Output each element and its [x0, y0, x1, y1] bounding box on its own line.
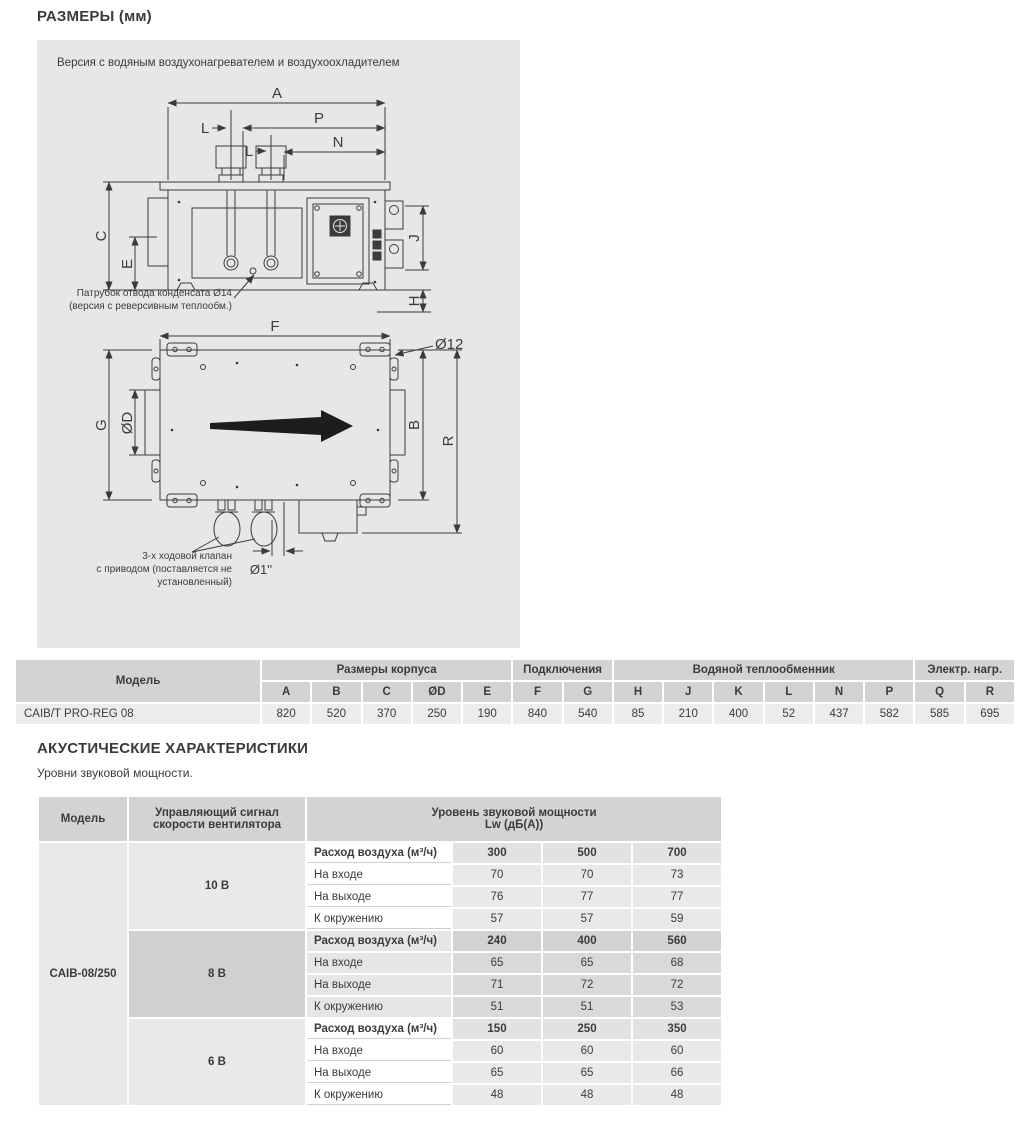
dim-value: 437	[815, 704, 863, 724]
ac-value: 65	[453, 1063, 541, 1083]
dim-col-header: L	[765, 682, 813, 702]
dim-col-header: P	[865, 682, 913, 702]
ac-value: 65	[453, 953, 541, 973]
ac-value: 240	[453, 931, 541, 951]
ac-value: 65	[543, 1063, 631, 1083]
dim-value: 695	[966, 704, 1014, 724]
ac-value: 300	[453, 843, 541, 863]
ac-row-label: На выходе	[307, 975, 451, 995]
dim-col-header: E	[463, 682, 511, 702]
dim-value: 840	[513, 704, 561, 724]
dim-value: 250	[413, 704, 461, 724]
note-valve-line1: 3-х ходовой клапан	[142, 551, 232, 562]
dim-value: 820	[262, 704, 310, 724]
dim-group-connections: Подключения	[513, 660, 612, 680]
ac-value: 57	[543, 909, 631, 929]
ac-value: 51	[453, 997, 541, 1017]
ac-value: 350	[633, 1019, 721, 1039]
ac-signal-cell: 10 В	[129, 843, 305, 929]
ac-value: 77	[543, 887, 631, 907]
dim-label-c: C	[93, 230, 110, 242]
ac-level-header-line2: Lw (дБ(А))	[484, 819, 544, 831]
acoustic-row	[39, 1019, 721, 1039]
ac-value: 68	[633, 953, 721, 973]
dim-col-header: A	[262, 682, 310, 702]
ac-row-label: К окружению	[307, 909, 451, 929]
dim-label-b: B	[406, 419, 423, 431]
drawing-dim-labels	[93, 85, 463, 577]
ac-value: 59	[633, 909, 721, 929]
ac-value: 53	[633, 997, 721, 1017]
dim-label-d12: Ø12	[435, 336, 464, 353]
acoustics-title: АКУСТИЧЕСКИЕ ХАРАКТЕРИСТИКИ	[37, 740, 309, 757]
page-title: РАЗМЕРЫ (мм)	[37, 8, 152, 25]
ac-value: 60	[453, 1041, 541, 1061]
dim-label-p: P	[313, 110, 325, 127]
drawing-caption: Версия с водяным воздухонагревателем и воздухоохладителем	[57, 57, 400, 69]
ac-value: 57	[453, 909, 541, 929]
dim-value: 370	[363, 704, 411, 724]
dim-col-header: B	[312, 682, 360, 702]
dim-col-header: K	[714, 682, 762, 702]
ac-signal-cell: 6 В	[129, 1019, 305, 1105]
dim-label-l2: L	[244, 143, 254, 160]
ac-row-label: На входе	[307, 865, 451, 885]
dimensions-table	[14, 658, 1016, 726]
acoustics-header-row	[39, 797, 721, 841]
dim-value: 582	[865, 704, 913, 724]
technical-drawing	[37, 40, 520, 648]
ac-value: 73	[633, 865, 721, 885]
ac-value: 48	[633, 1085, 721, 1105]
dim-col-header: C	[363, 682, 411, 702]
dim-value: 540	[564, 704, 612, 724]
ac-value: 70	[453, 865, 541, 885]
dim-value: 85	[614, 704, 662, 724]
dim-value: 585	[915, 704, 963, 724]
ac-value: 66	[633, 1063, 721, 1083]
ac-value: 72	[633, 975, 721, 995]
ac-row-label: На входе	[307, 953, 451, 973]
dim-label-e: E	[119, 258, 136, 270]
dim-col-header: H	[614, 682, 662, 702]
dim-label-od: ØD	[119, 411, 136, 435]
acoustic-row	[39, 843, 721, 863]
dim-col-header: J	[664, 682, 712, 702]
acoustic-row	[39, 931, 721, 951]
dim-value: 520	[312, 704, 360, 724]
dim-label-d1: Ø1''	[249, 562, 273, 577]
dim-label-r: R	[440, 435, 457, 447]
dim-group-body: Размеры корпуса	[262, 660, 511, 680]
dim-value: 210	[664, 704, 712, 724]
ac-signal-cell: 8 В	[129, 931, 305, 1017]
ac-value: 71	[453, 975, 541, 995]
ac-level-header-line1: Уровень звуковой мощности	[431, 807, 597, 819]
ac-signal-header: Управляющий сигнал скорости вентилятора	[129, 797, 305, 841]
ac-flow-label: Расход воздуха (м³/ч)	[307, 1019, 451, 1039]
ac-value: 51	[543, 997, 631, 1017]
ac-value: 60	[543, 1041, 631, 1061]
dim-label-a: A	[271, 85, 283, 102]
dim-group-water-exchanger: Водяной теплообменник	[614, 660, 914, 680]
ac-value: 500	[543, 843, 631, 863]
ac-value: 700	[633, 843, 721, 863]
ac-value: 48	[453, 1085, 541, 1105]
dim-label-l1: L	[200, 120, 210, 137]
dim-value: 52	[765, 704, 813, 724]
dim-value: 400	[714, 704, 762, 724]
dim-label-h: H	[406, 295, 423, 307]
ac-value: 60	[633, 1041, 721, 1061]
ac-flow-label: Расход воздуха (м³/ч)	[307, 931, 451, 951]
ac-value: 77	[633, 887, 721, 907]
dim-col-header: N	[815, 682, 863, 702]
ac-value: 70	[543, 865, 631, 885]
ac-row-label: К окружению	[307, 1085, 451, 1105]
ac-flow-label: Расход воздуха (м³/ч)	[307, 843, 451, 863]
dim-table-group-header-row	[16, 660, 1014, 680]
ac-value: 72	[543, 975, 631, 995]
dim-value: 190	[463, 704, 511, 724]
dim-label-n: N	[332, 134, 344, 151]
ac-value: 48	[543, 1085, 631, 1105]
note-condensate-line1: Патрубок отвода конденсата Ø14	[76, 288, 232, 299]
ac-value: 250	[543, 1019, 631, 1039]
ac-model-header: Модель	[39, 797, 127, 841]
dim-col-header: F	[513, 682, 561, 702]
dim-col-header: G	[564, 682, 612, 702]
ac-value: 150	[453, 1019, 541, 1039]
acoustics-subtitle: Уровни звуковой мощности.	[37, 766, 193, 780]
dimensions-drawing-panel	[37, 40, 520, 648]
acoustics-table	[37, 795, 723, 1107]
ac-value: 65	[543, 953, 631, 973]
ac-value: 400	[543, 931, 631, 951]
dim-label-f: F	[270, 318, 280, 335]
ac-row-label: К окружению	[307, 997, 451, 1017]
drawing-lines	[103, 103, 462, 556]
dim-model-name: CAIB/T PRO-REG 08	[16, 704, 260, 724]
ac-row-label: На выходе	[307, 887, 451, 907]
ac-model-cell: CAIB-08/250	[39, 843, 127, 1105]
dim-label-j: J	[406, 234, 423, 242]
ac-level-header	[307, 797, 721, 841]
ac-value: 76	[453, 887, 541, 907]
dim-table-data-row	[16, 704, 1014, 724]
ac-row-label: На выходе	[307, 1063, 451, 1083]
note-condensate-line2: (версия с реверсивным теплообм.)	[69, 301, 232, 312]
dim-col-header: R	[966, 682, 1014, 702]
ac-row-label: На входе	[307, 1041, 451, 1061]
dim-group-electric-heater: Электр. нагр.	[915, 660, 1014, 680]
note-valve-line3: установленный)	[157, 577, 232, 588]
dim-col-header: ØD	[413, 682, 461, 702]
ac-value: 560	[633, 931, 721, 951]
dim-table-model-header: Модель	[16, 660, 260, 702]
dim-label-g: G	[93, 419, 110, 431]
note-valve-line2: с приводом (поставляется не	[96, 564, 232, 575]
dim-col-header: Q	[915, 682, 963, 702]
